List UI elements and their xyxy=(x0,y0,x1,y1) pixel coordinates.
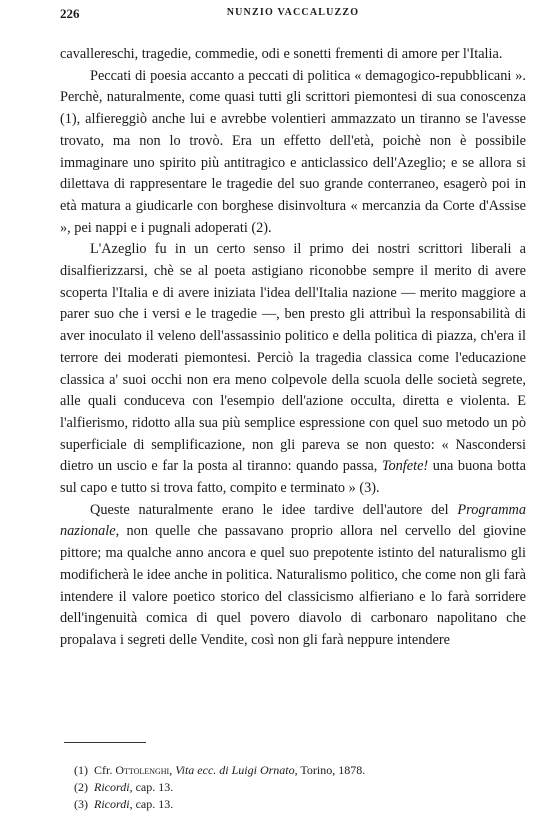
italic-text: Tonfete! xyxy=(381,458,429,475)
italic-text: Ricordi xyxy=(94,780,130,794)
text-run: cavallereschi, tragedie, commedie, odi e sonetti frementi di amore per l'Italia. xyxy=(60,46,503,62)
italic-text: Ricordi xyxy=(94,797,130,811)
footnote-number: (1) xyxy=(74,763,88,777)
footnote-number: (2) xyxy=(74,780,88,794)
footnote xyxy=(74,779,526,796)
paragraph xyxy=(60,44,526,66)
italic-text: Vita ecc. di Luigi Ornato xyxy=(175,763,295,777)
page-header xyxy=(60,6,526,24)
text-run: Cfr. xyxy=(94,763,116,777)
text-run: una buona botta sul capo e tutto si trova fatto, compito e terminato » (3). xyxy=(60,458,526,497)
body-text xyxy=(60,44,526,652)
text-run: , non quelle che passavano proprio allora nel cervello del giovine pittore; ma qualche anno ancora e quel suo prepotente istinto del naturalismo gli modificherà le idee anche in politica. Naturalismo politico, che come non gli farà intendere il valore poetico storico del classicismo alfieriano e lo farà sorridere dell'ingenuità comica di quel povero diavolo di carbonaro napolitano che propalava i segreti delle Vendite, così non gli farà neppure intendere xyxy=(60,523,526,648)
paragraph xyxy=(60,239,526,499)
footnote xyxy=(74,762,526,779)
text-run: , xyxy=(169,763,176,777)
paragraph xyxy=(60,66,526,240)
footnote-divider xyxy=(64,742,146,743)
text-run: , cap. 13. xyxy=(129,797,174,811)
text-run: , cap. 13. xyxy=(129,780,174,794)
page-number: 226 xyxy=(60,6,80,21)
footnote-number: (3) xyxy=(74,797,88,811)
text-run: Peccati di poesia accanto a peccati di politica « demagogico-repubblicani ». Perchè, naturalmente, come quasi tutti gli scrittori piemontesi di sua conoscenza (1), alfiereggiò anche lui e avrebbe volentieri ammazzato un tiranno se l'avesse trovato, ma non lo trovò. Era un effetto dell'età, poichè non è possibile immaginare uno spirito più antitragico e anticlassico dell'Azeglio; e se allora si dilettava di rappresentare le tragedie del suo grande conterraneo, esagerò poi in età matura a giudicarle con borghese disinvoltura « mercanzia da Corte d'Assise », pei nappi e i pugnali adoperati (2). xyxy=(60,67,526,236)
paragraph xyxy=(60,500,526,652)
footnotes xyxy=(74,762,526,813)
italic-text: Programma nazionale xyxy=(60,501,526,540)
text-run: L'Azeglio fu in un certo senso il primo dei nostri scrittori liberali a disalfierizzarsi, chè se al poeta astigiano riconobbe sempre il merito di avere scoperta l'Italia e di avere iniziata l'idea dell'Italia nazione — merito maggiore a parer suo che i versi e le tragedie —, ben presto gli attribuì la responsabilità di aver inoculato il veleno dell'assassinio politico e della politica di piazza, ch'era il terrore dei moderati piemontesi. Perciò la tragedia classica come l'educazione classica a' suoi occhi non era meno colpevole della scuola delle società segrete, alle quali conduceva con l'esempio dell'azione occulta, diretta e violenta. E l'alfierismo, ridotto alla sua più semplice espressione con quel suo metodo un pò superficiale di semplificazione, non gli pareva se non questo: « Nascondersi dietro un uscio e far la posta al tiranno: quando passa, xyxy=(60,241,526,475)
text-run: Queste naturalmente erano le idee tardive dell'autore del xyxy=(90,501,458,518)
running-head: NUNZIO VACCALUZZO xyxy=(226,7,360,18)
text-run: , Torino, 1878. xyxy=(294,763,366,777)
footnote xyxy=(74,796,526,813)
smallcaps-text: Ottolenghi xyxy=(115,763,170,777)
